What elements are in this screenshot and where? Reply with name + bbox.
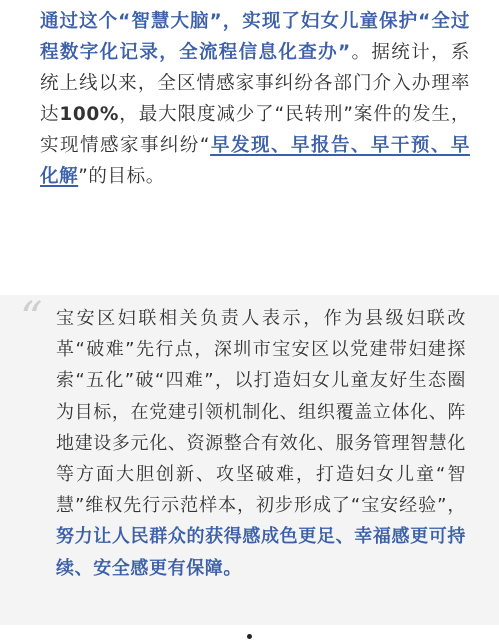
- bottom-dot-icon: [247, 634, 252, 639]
- highlight-smart-brain: 通过这个“智慧大脑”，实现了妇女儿童保护“全过程数字化记录，全流程信息化查办”: [40, 11, 470, 63]
- paragraph-text-stats: 。据统计，系统上线以来，全区情感家事纠纷各部门介入办理率达: [40, 42, 470, 125]
- quote-text-body: 宝安区妇联相关负责人表示，作为县级妇联改革“破难”先行点，深圳市宝安区以党建带妇建探索“五化”破“四难”，以打造妇女儿童友好生态圈为目标，在党建引领机制化、组织覆盖立体化、阵地建设多元化、资源整合有效化、服务管理智慧化等方面大胆创新、攻坚破难，打造妇女儿童“智慧”维权先行示范样本，初步形成了“宝安经验”，: [56, 308, 466, 517]
- article-paragraph-top: [40, 6, 470, 192]
- paragraph-text-cases: ，最大限度减少了“民转刑”案件的发生，实现情感家事纠纷“: [40, 104, 470, 156]
- quote-block: [0, 295, 499, 625]
- paragraph-text-end: ”的目标。: [78, 166, 165, 187]
- rate-percentage: 100%: [59, 104, 119, 125]
- quote-highlight: 努力让人民群众的获得感成色更足、幸福感更可持续、安全感更有保障。: [56, 526, 466, 579]
- quote-mark-icon: “: [20, 293, 43, 344]
- highlight-early-goals: 早发现、早报告、早干预、早化解: [40, 135, 470, 187]
- quote-paragraph: [56, 303, 466, 584]
